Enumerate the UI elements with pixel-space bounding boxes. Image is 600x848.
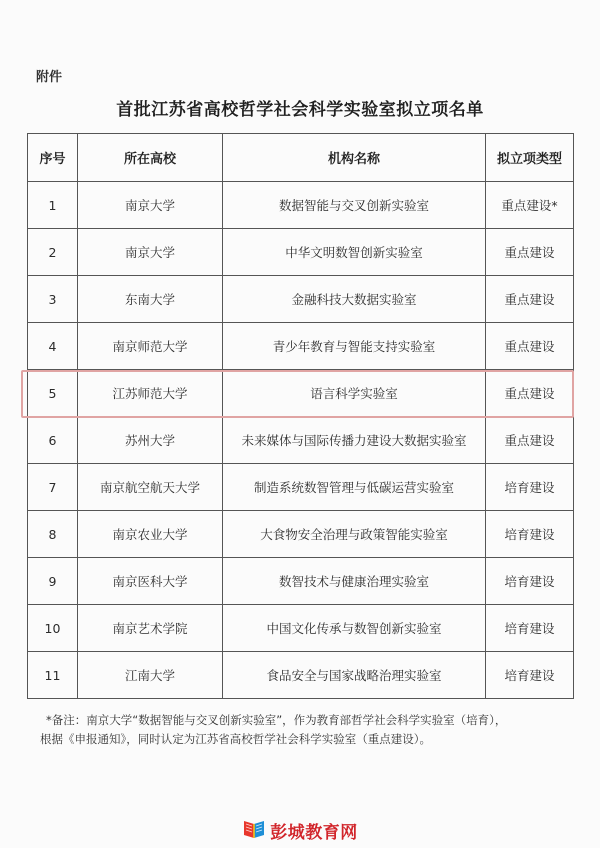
table-row [28, 464, 574, 511]
cell-project-type: 重点建设 [486, 417, 574, 464]
cell-index: 8 [28, 511, 78, 558]
table-row-highlighted [28, 370, 574, 417]
cell-university: 南京农业大学 [78, 511, 223, 558]
cell-index: 1 [28, 182, 78, 229]
header-project-type: 拟立项类型 [486, 134, 574, 182]
attachment-label: 附件 [36, 70, 63, 85]
cell-project-type: 重点建设 [486, 370, 574, 417]
table-header-row [28, 134, 574, 182]
cell-university: 南京艺术学院 [78, 605, 223, 652]
cell-university: 南京大学 [78, 229, 223, 276]
cell-project-type: 培育建设 [486, 464, 574, 511]
cell-university: 东南大学 [78, 276, 223, 323]
open-book-icon [242, 819, 266, 843]
cell-index: 6 [28, 417, 78, 464]
cell-lab-name: 未来媒体与国际传播力建设大数据实验室 [223, 417, 486, 464]
cell-university: 南京师范大学 [78, 323, 223, 370]
cell-university: 南京大学 [78, 182, 223, 229]
table-row [28, 276, 574, 323]
page-title: 首批江苏省高校哲学社会科学实验室拟立项名单 [116, 100, 484, 120]
cell-project-type: 重点建设 [486, 323, 574, 370]
footnote-line-2: 根据《申报通知》，同时认定为江苏省高校哲学社会科学实验室（重点建设）。 [40, 732, 431, 746]
table-row [28, 605, 574, 652]
cell-index: 10 [28, 605, 78, 652]
table-row [28, 558, 574, 605]
header-lab-name: 机构名称 [223, 134, 486, 182]
cell-lab-name: 金融科技大数据实验室 [223, 276, 486, 323]
cell-project-type: 培育建设 [486, 652, 574, 699]
cell-project-type: 重点建设 [486, 276, 574, 323]
cell-lab-name: 数智技术与健康治理实验室 [223, 558, 486, 605]
cell-university: 江南大学 [78, 652, 223, 699]
cell-index: 9 [28, 558, 78, 605]
watermark-text: 彭城教育网 [270, 823, 358, 843]
table-row [28, 323, 574, 370]
table-row [28, 182, 574, 229]
cell-project-type: 培育建设 [486, 511, 574, 558]
cell-index: 11 [28, 652, 78, 699]
cell-lab-name: 大食物安全治理与政策智能实验室 [223, 511, 486, 558]
cell-index: 4 [28, 323, 78, 370]
lab-list-table [27, 133, 574, 699]
cell-lab-name: 食品安全与国家战略治理实验室 [223, 652, 486, 699]
cell-index: 5 [28, 370, 78, 417]
cell-university: 南京航空航天大学 [78, 464, 223, 511]
watermark-logo [0, 818, 600, 843]
cell-lab-name: 青少年教育与智能支持实验室 [223, 323, 486, 370]
cell-university: 苏州大学 [78, 417, 223, 464]
cell-lab-name: 语言科学实验室 [223, 370, 486, 417]
table-row [28, 417, 574, 464]
table-row [28, 652, 574, 699]
cell-index: 7 [28, 464, 78, 511]
cell-university: 南京医科大学 [78, 558, 223, 605]
cell-lab-name: 数据智能与交叉创新实验室 [223, 182, 486, 229]
cell-university: 江苏师范大学 [78, 370, 223, 417]
header-university: 所在高校 [78, 134, 223, 182]
cell-index: 2 [28, 229, 78, 276]
table-row [28, 511, 574, 558]
table-row [28, 229, 574, 276]
cell-project-type: 重点建设 [486, 229, 574, 276]
cell-index: 3 [28, 276, 78, 323]
cell-project-type: 培育建设 [486, 558, 574, 605]
cell-project-type: 培育建设 [486, 605, 574, 652]
cell-lab-name: 制造系统数智管理与低碳运营实验室 [223, 464, 486, 511]
cell-lab-name: 中华文明数智创新实验室 [223, 229, 486, 276]
header-index: 序号 [28, 134, 78, 182]
cell-lab-name: 中国文化传承与数智创新实验室 [223, 605, 486, 652]
cell-project-type: 重点建设* [486, 182, 574, 229]
footnote-line-1: *备注：南京大学“数据智能与交叉创新实验室”，作为教育部哲学社会科学实验室（培育）， [46, 713, 507, 727]
footnote [40, 711, 570, 749]
